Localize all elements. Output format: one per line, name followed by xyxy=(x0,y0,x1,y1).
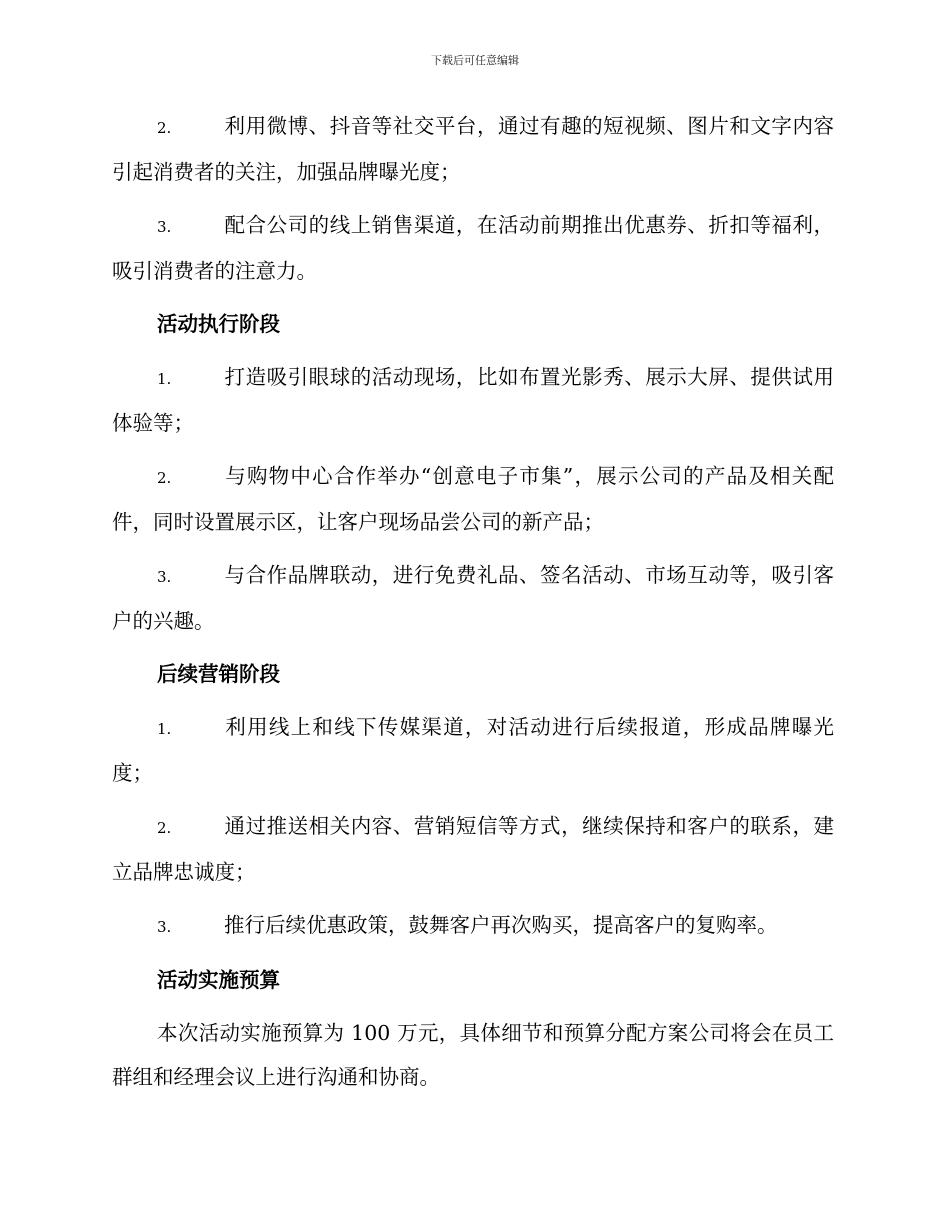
list-item xyxy=(112,104,834,194)
item-text: 推行后续优惠政策，鼓舞客户再次购买，提高客户的复购率。 xyxy=(224,913,778,937)
item-number: 2. xyxy=(157,819,172,837)
item-text: 配合公司的线上销售渠道，在活动前期推出优惠券、折扣等福利，吸引消费者的注意力。 xyxy=(112,213,834,283)
section-heading-execution: 活动执行阶段 xyxy=(157,312,280,336)
list-item xyxy=(112,553,834,643)
item-number: 1. xyxy=(157,370,172,388)
list-item xyxy=(112,705,834,795)
budget-paragraph: 本次活动实施预算为 100 万元，具体细节和预算分配方案公司将会在员工群组和经理会议上进行沟通和协商。 xyxy=(112,1021,834,1089)
item-number: 3. xyxy=(157,918,172,936)
item-number: 2. xyxy=(157,469,172,487)
item-text: 利用线上和线下传媒渠道，对活动进行后续报道，形成品牌曝光度； xyxy=(112,715,834,785)
item-number: 3. xyxy=(157,218,172,236)
item-text: 通过推送相关内容、营销短信等方式，继续保持和客户的联系，建立品牌忠诚度； xyxy=(112,814,834,884)
section-heading-followup: 后续营销阶段 xyxy=(157,662,280,686)
list-item xyxy=(112,804,834,894)
document-body xyxy=(112,104,834,1099)
list-item xyxy=(112,903,834,949)
item-text: 打造吸引眼球的活动现场，比如布置光影秀、展示大屏、提供试用体验等； xyxy=(112,365,834,435)
item-text: 与合作品牌联动，进行免费礼品、签名活动、市场互动等，吸引客户的兴趣。 xyxy=(112,563,834,633)
list-item xyxy=(112,355,834,445)
item-number: 1. xyxy=(157,720,172,738)
item-number: 2. xyxy=(157,119,172,137)
list-item xyxy=(112,454,834,544)
item-text: 利用微博、抖音等社交平台，通过有趣的短视频、图片和文字内容引起消费者的关注，加强品牌曝光度； xyxy=(112,114,834,184)
page-header: 下载后可任意编辑 xyxy=(431,54,519,67)
list-item xyxy=(112,203,834,293)
item-number: 3. xyxy=(157,568,172,586)
section-heading-budget: 活动实施预算 xyxy=(157,968,280,992)
item-text: 与购物中心合作举办“创意电子市集”，展示公司的产品及相关配件，同时设置展示区，让客户现场品尝公司的新产品； xyxy=(112,464,834,534)
